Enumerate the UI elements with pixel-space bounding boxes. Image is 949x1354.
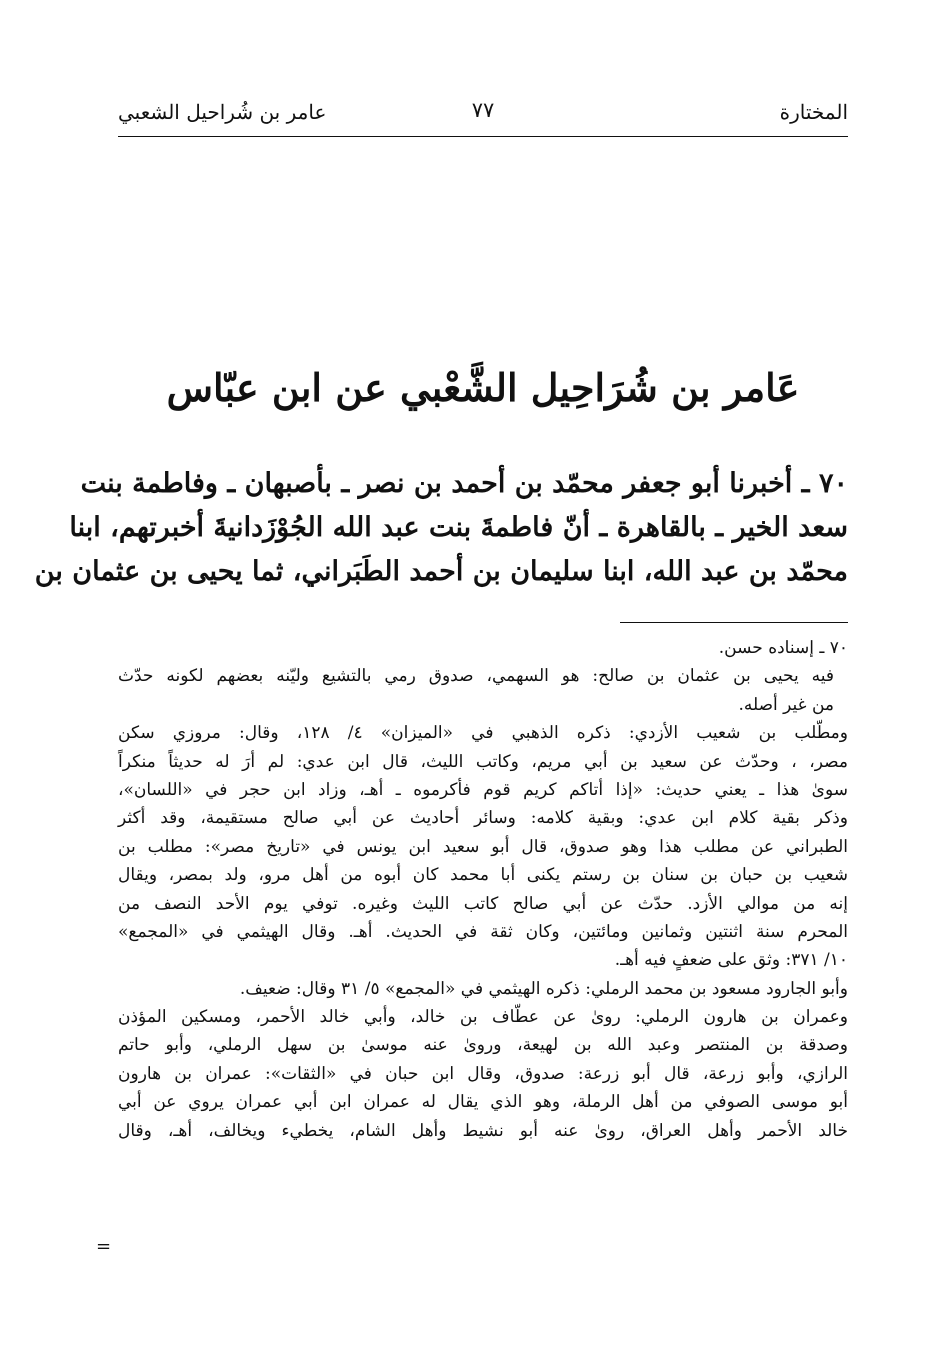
footnote-line: وصدقة بن المنتصر وعبد الله بن لهيعة، وروىٰ عنه موسىٰ بن سهل الرملي، وأبو حاتم — [118, 1035, 848, 1056]
running-head-book-title: المختارة — [779, 100, 848, 124]
footnote-line: مصر، ، وحدّث عن سعيد بن أبي مريم، وكاتب الليث، قال ابن عدي: لم أرَ له حديثاً منكراً — [118, 751, 848, 772]
footnote-line: سوىٰ هذا ـ يعني حديث: «إذا أتاكم كريم قوم فأكرموه ـ أهـ، وزاد ابن حجر في «اللسان»، — [118, 779, 848, 800]
footnote-line: ٧٠ ـ إسناده حسن. — [718, 638, 848, 658]
footnote-line: من غير أصله. — [738, 694, 834, 715]
hadith-line: ٧٠ ـ أخبرنا أبو جعفر محمّد بن أحمد بن نصر ـ بأصبهان ـ وفاطمة بنت — [80, 468, 848, 499]
footnote-line: وذكر بقية كلام ابن عدي: وبقية كلامه: وسائر أحاديث عن أبي صالح مستقيمة، وقد أكثر — [118, 808, 848, 829]
chapter-title: عَامر بن شُرَاحِيل الشَّعْبي عن ابن عبّاس — [166, 365, 800, 410]
footnote-line: أبو موسى الصوفي من أهل الرملة، وهو الذي يقال له عمران ابن أبي عمران يروي عن أبي — [118, 1092, 848, 1113]
footnote-line: وأبو الجارود مسعود بن محمد الرملي: ذكره الهيثمي في «المجمع» ٥/ ٣١ وقال: ضعيف. — [239, 978, 848, 999]
footnote-line: خالد الأحمر وأهل العراق، روىٰ عنه أبو نشيط وأهل الشام، يخطيء ويخالف، أهـ، وقال — [118, 1120, 848, 1141]
footnote-line: المحرم سنة اثنتين وثمانين ومائتين، وكان ثقة في الحديث. أهـ. وقال الهيثمي في «المجمع» — [118, 921, 848, 942]
header-rule — [118, 136, 848, 137]
footnotes — [118, 634, 848, 1145]
page-number: ٧٧ — [471, 98, 495, 122]
hadith-text — [34, 462, 848, 594]
footnote-line: إنه من موالي الأزد. حدّث عن أبي صالح كاتب الليث وغيره. توفي يوم الأحد النصف من — [118, 893, 848, 914]
footnote-line: فيه يحيى بن عثمان بن صالح: هو السهمي، صدوق رمي بالتشيع وليّنه بعضهم لكونه حدّث — [118, 666, 834, 687]
footnote-line: وعمران بن هارون الرملي: روىٰ عن عطّاف بن خالد، وأبي خالد الأحمر، ومسكين المؤذن — [118, 1007, 848, 1028]
footnote-separator — [620, 622, 848, 623]
footnote-line: شعيب بن حبان بن سنان بن رستم يكنى أبا محمد كان أبوه من أهل مرو، ولد بمصر، ويقال — [118, 865, 848, 886]
footnote-line: ١٠/ ٣٧١: وثق على ضعفٍ فيه أهـ. — [614, 950, 848, 971]
footnote-line: الرازي، وأبو زرعة، قال أبو زرعة: صدوق، وقال ابن حبان في «الثقات»: عمران بن هارون — [118, 1063, 848, 1084]
footnote-line: ومطّلب بن شعيب الأزدي: ذكره الذهبي في «الميزان» ٤/ ١٢٨، وقال: مروزي سكن — [118, 723, 848, 744]
running-head-section-title: عامر بن شُراحيل الشعبي — [118, 100, 327, 124]
hadith-line: سعد الخير ـ بالقاهرة ـ أنّ فاطمةَ بنت عبد الله الجُوْزَدانيةَ أخبرتهم، ابنا — [69, 512, 848, 543]
running-head — [118, 96, 848, 132]
continuation-mark: = — [96, 1236, 112, 1257]
hadith-line: محمّد بن عبد الله، ابنا سليمان بن أحمد الطَبَراني، ثما يحيى بن عثمان بن — [34, 556, 848, 587]
footnote-line: الطبراني عن مطلب هذا وهو صدوق، قال أبو سعيد ابن يونس في «تاريخ مصر»: مطلب بن — [118, 836, 848, 857]
